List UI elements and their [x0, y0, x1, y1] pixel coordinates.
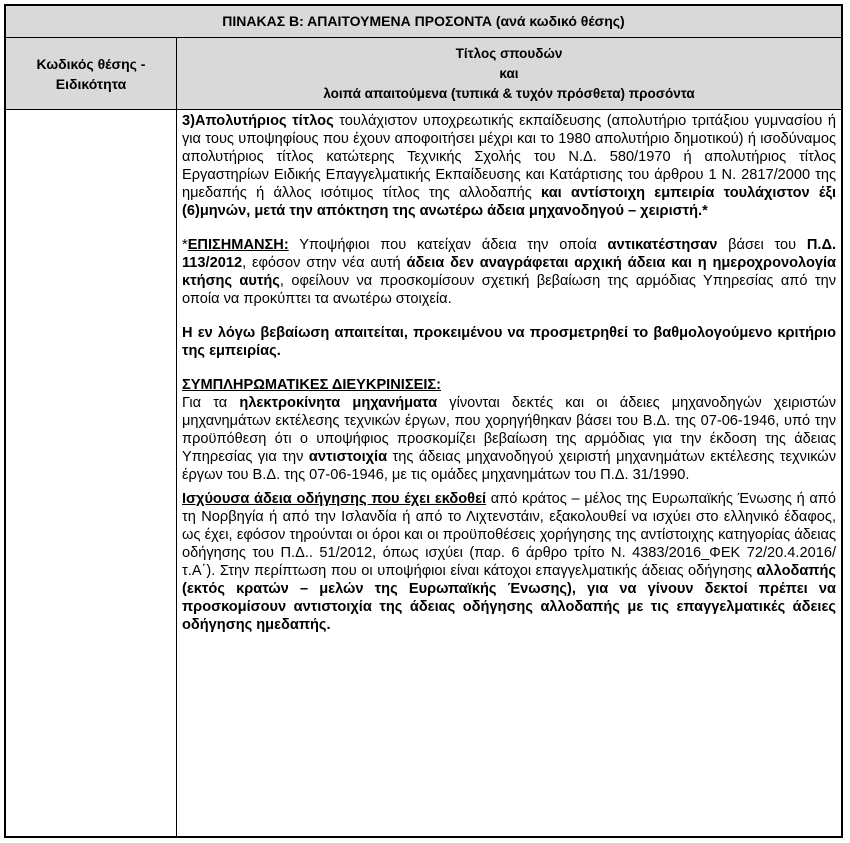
- paragraph-driving-licence: Ισχύουσα άδεια οδήγησης που έχει εκδοθεί από κράτος – μέλος της Ευρωπαϊκής Ένωσης ή από τη Νορβηγία ή από την Ισλανδία ή από το Λιχτενστάιν, εξακολουθεί να ισχύει στο ελληνικό έδαφος, ως έχει, εφόσον τηρούνται οι όροι και οι προϋποθέσεις χορήγησης της αντίστοιχης κατηγορίας άδειας οδήγησης του Π.Δ.. 51/2012, όπως ισχύει (παρ. 6 άρθρο τρίτο Ν. 4383/2016_ΦΕΚ 72/20.4.2016/τ.Α΄). Στην περίπτωση που οι υποψήφιοι είναι κάτοχοι επαγγελματικής άδειας οδήγησης αλλοδαπής (εκτός κρατών – μελών της Ευρωπαϊκής Ένωσης), για να γίνουν δεκτοί πρέπει να προσκομίσουν αντιστοιχία της άδειας οδήγησης αλλοδαπής με τις επαγγελματικές άδειες οδήγησης ημεδαπής.: [182, 491, 836, 633]
- requirements-table: [4, 4, 843, 838]
- table-title: ΠΙΝΑΚΑΣ Β: ΑΠΑΙΤΟΥΜΕΝΑ ΠΡΟΣΟΝΤΑ (ανά κωδικό θέσης): [6, 6, 841, 38]
- table-header-row: [6, 38, 841, 110]
- header-position-code: [6, 38, 176, 110]
- header-right-line2: και: [499, 66, 519, 81]
- column-divider: [176, 38, 177, 836]
- qualifications-cell: [182, 112, 836, 634]
- paragraph-education: 3)Απολυτήριος τίτλος τουλάχιστον υποχρεωτικής εκπαίδευσης (απολυτήριο τριτάξιου γυμνασίου ή για τους υποψηφίους που έχουν αποφοιτήσει μέχρι και το 1980 απολυτήριο δημοτικού) ή ισοδύναμος απολυτήριος τίτλος κατώτερης Τεχνικής Σχολής του Ν.Δ. 580/1970 ή απολυτήριος τίτλος Εργαστηρίων Ειδικής Επαγγελματικής Εκπαίδευσης και Κατάρτισης του άρθρου 1 Ν. 2817/2000 της ημεδαπής ή άλλος ισότιμος τίτλος της αλλοδαπής και αντίστοιχη εμπειρία τουλάχιστον έξι (6)μηνών, μετά την απόκτηση της ανωτέρω άδεια μηχανοδηγού – χειριστή.*: [182, 113, 836, 219]
- header-right-line1: Τίτλος σπουδών: [455, 46, 563, 61]
- header-left-line2: Ειδικότητα: [55, 76, 127, 92]
- header-left-line1: Κωδικός θέσης -: [36, 56, 146, 72]
- header-qualifications: [177, 44, 841, 104]
- paragraph-notice: *ΕΠΙΣΗΜΑΝΣΗ: Υποψήφιοι που κατείχαν άδεια την οποία αντικατέστησαν βάσει του Π.Δ. 113/2012, εφόσον στην νέα αυτή άδεια δεν αναγράφεται αρχική άδεια και η ημεροχρονολογία κτήσης αυτής, οφείλουν να προσκομίσουν σχετική βεβαίωση της αρμόδιας Υπηρεσίας από την οποία να προκύπτει τα ανωτέρω στοιχεία.: [182, 237, 837, 307]
- supplementary-heading: ΣΥΜΠΛΗΡΩΜΑΤΙΚΕΣ ΔΙΕΥΚΡΙΝΙΣΕΙΣ:: [182, 377, 441, 393]
- header-right-line3: λοιπά απαιτούμενα (τυπικά & τυχόν πρόσθετα) προσόντα: [323, 86, 695, 101]
- paragraph-certificate-required: Η εν λόγω βεβαίωση απαιτείται, προκειμένου να προσμετρηθεί το βαθμολογούμενο κριτήριο της εμπειρίας.: [182, 325, 836, 359]
- paragraph-supplementary: ΣΥΜΠΛΗΡΩΜΑΤΙΚΕΣ ΔΙΕΥΚΡΙΝΙΣΕΙΣ: Για τα ηλεκτροκίνητα μηχανήματα γίνονται δεκτές και οι άδειες μηχανοδηγών χειριστών μηχανημάτων εκτέλεσης τεχνικών έργων, που χορηγήθηκαν βάσει του Β.Δ. της 07-06-1946, υπό την προϋπόθεση ότι ο υποψήφιος προσκομίζει βεβαίωση της αρμόδιας για την έκδοση της άδειας Υπηρεσίας για την αντιστοιχία της άδειας μηχανοδηγού χειριστή μηχανημάτων εκτέλεσης τεχνικών έργων του Β.Δ. της 07-06-1946, με τις ομάδες μηχανημάτων του Π.Δ. 31/1990.: [182, 377, 837, 483]
